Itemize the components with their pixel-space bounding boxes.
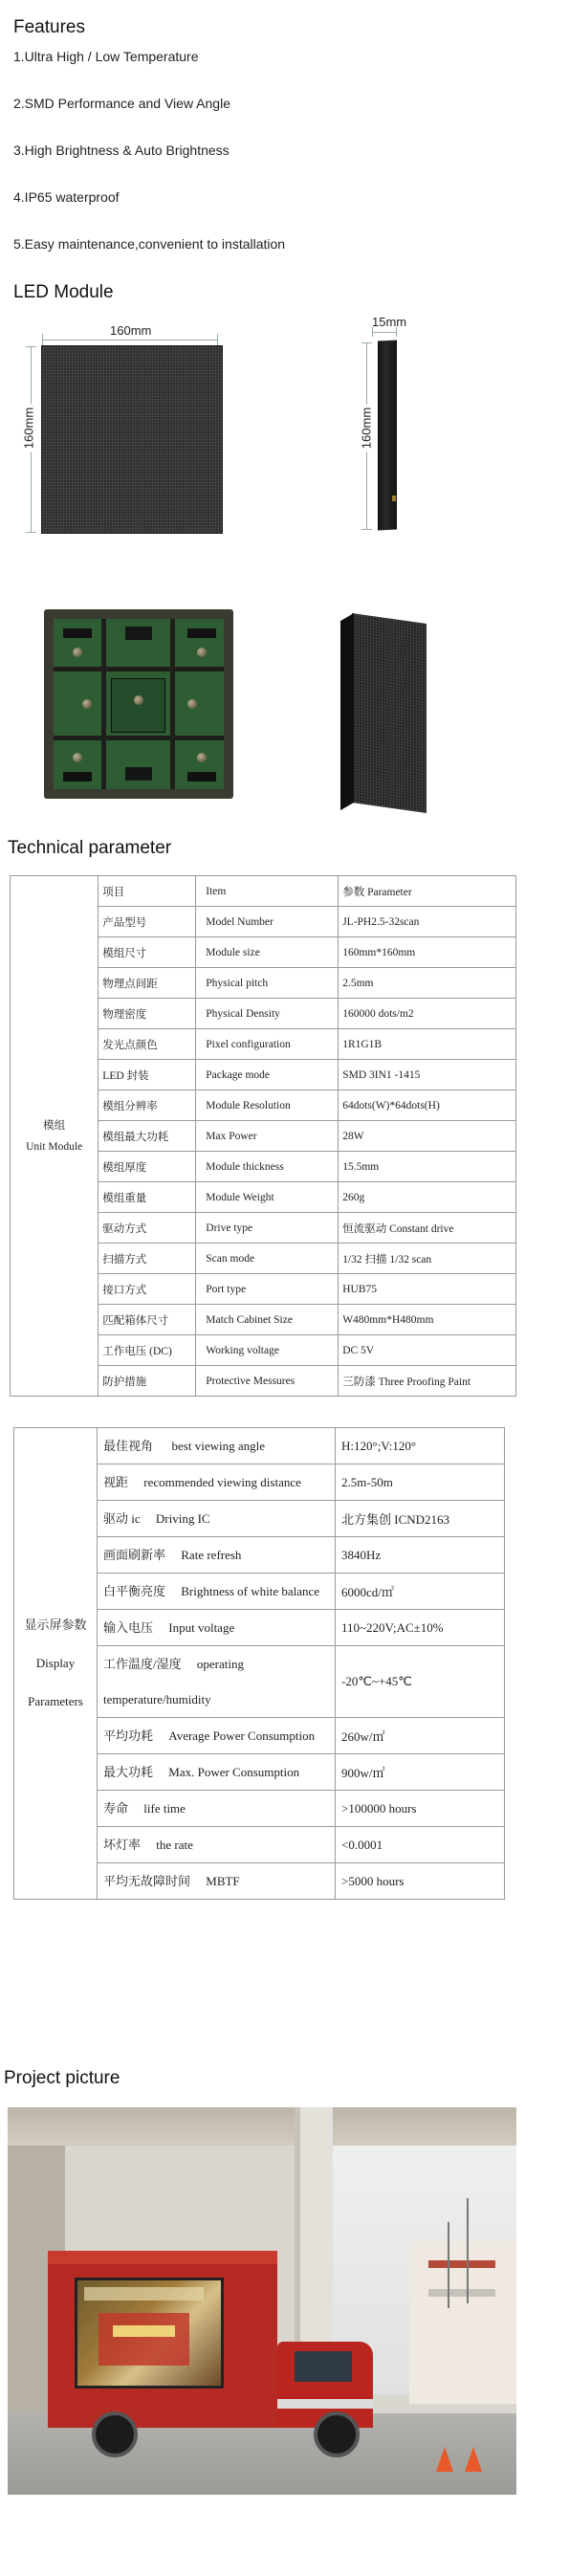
row-cn: 发光点颜色 (98, 1029, 196, 1060)
row-value: 64dots(W)*64dots(H) (339, 1090, 516, 1121)
row-en: Physical pitch (196, 968, 339, 999)
row-value: 160000 dots/m2 (339, 999, 516, 1029)
led-module-front-image (42, 346, 222, 533)
display-row-en: Input voltage (168, 1620, 235, 1635)
row-en: Item (196, 876, 339, 907)
row-value: 15.5mm (339, 1152, 516, 1182)
row-value: 恒流驱动 Constant drive (339, 1213, 516, 1244)
row-value: HUB75 (339, 1274, 516, 1305)
row-cn: 模组最大功耗 (98, 1121, 196, 1152)
display-row-cn: 最大功耗 (103, 1765, 154, 1779)
display-row-cn: 输入电压 (103, 1620, 154, 1635)
row-en: Module Resolution (196, 1090, 339, 1121)
display-row-value: 2.5m-50m (336, 1464, 505, 1501)
row-cn: 接口方式 (98, 1274, 196, 1305)
table-row (11, 876, 516, 907)
width-dimension-tick (217, 334, 218, 345)
display-row-cn: 驱动 ic (103, 1511, 141, 1526)
display-row-label (98, 1863, 336, 1900)
display-row-en: the rate (156, 1838, 193, 1852)
display-row-value: H:120°;V:120° (336, 1428, 505, 1464)
display-parameters-en-1: Display (35, 1656, 76, 1670)
width-dimension-line (42, 340, 218, 341)
height-dimension-tick (26, 532, 36, 533)
row-en: Max Power (196, 1121, 339, 1152)
feature-item-1: 1.Ultra High / Low Temperature (13, 49, 199, 64)
led-module-title: LED Module (13, 282, 114, 302)
display-row-value: 260w/㎡ (336, 1718, 505, 1754)
project-picture-title: Project picture (4, 2068, 120, 2088)
row-cn: LED 封装 (98, 1060, 196, 1090)
row-value: DC 5V (339, 1335, 516, 1366)
display-row-cn: 坏灯率 (103, 1838, 142, 1852)
row-en: Working voltage (196, 1335, 339, 1366)
row-cn: 模组重量 (98, 1182, 196, 1213)
display-row-en: Max. Power Consumption (168, 1765, 300, 1779)
display-row-en: recommended viewing distance (143, 1475, 301, 1489)
table-row (14, 1428, 505, 1464)
project-photo (8, 2107, 516, 2495)
side-height-dimension-tick (361, 342, 372, 343)
unit-module-en: Unit Module (26, 1140, 83, 1153)
display-row-cn: 工作温度/湿度 (103, 1657, 182, 1671)
row-value: SMD 3IN1 -1415 (339, 1060, 516, 1090)
display-row-cn: 白平衡亮度 (103, 1584, 166, 1598)
display-parameters-cn: 显示屏参数 (24, 1618, 87, 1632)
display-parameter-table (13, 1427, 505, 1900)
depth-dimension-line (372, 332, 397, 333)
display-row-en: operating temperature/humidity (103, 1657, 244, 1706)
row-cn: 驱动方式 (98, 1213, 196, 1244)
row-value: 三防漆 Three Proofing Paint (339, 1366, 516, 1397)
row-en: Port type (196, 1274, 339, 1305)
row-value: 2.5mm (339, 968, 516, 999)
row-cn: 模组分辨率 (98, 1090, 196, 1121)
display-row-label (98, 1754, 336, 1791)
row-en: Model Number (196, 907, 339, 937)
display-row-value: -20℃~+45℃ (336, 1646, 505, 1718)
led-module-back-image (44, 609, 233, 799)
display-row-label (98, 1646, 336, 1718)
row-cn: 匹配箱体尺寸 (98, 1305, 196, 1335)
display-row-label (98, 1464, 336, 1501)
row-value: 参数 Parameter (339, 876, 516, 907)
width-dimension-tick (42, 334, 43, 345)
display-row-label (98, 1537, 336, 1574)
display-row-value: >5000 hours (336, 1863, 505, 1900)
row-en: Module thickness (196, 1152, 339, 1182)
display-row-en: Brightness of white balance (181, 1584, 320, 1598)
technical-parameter-table (10, 875, 516, 1397)
display-row-label (98, 1574, 336, 1610)
row-cn: 工作电压 (DC) (98, 1335, 196, 1366)
unit-module-cell (11, 876, 98, 1397)
row-value: 28W (339, 1121, 516, 1152)
display-row-value: 6000cd/㎡ (336, 1574, 505, 1610)
width-label: 160mm (110, 323, 152, 338)
row-cn: 物理密度 (98, 999, 196, 1029)
display-row-label (98, 1791, 336, 1827)
row-value: 160mm*160mm (339, 937, 516, 968)
feature-item-2: 2.SMD Performance and View Angle (13, 96, 230, 111)
features-title: Features (13, 17, 85, 37)
display-row-label (98, 1718, 336, 1754)
row-cn: 项目 (98, 876, 196, 907)
display-row-value: >100000 hours (336, 1791, 505, 1827)
row-cn: 产品型号 (98, 907, 196, 937)
row-cn: 模组尺寸 (98, 937, 196, 968)
row-en: Match Cabinet Size (196, 1305, 339, 1335)
row-cn: 防护措施 (98, 1366, 196, 1397)
display-row-label (98, 1428, 336, 1464)
display-row-cn: 平均无故障时间 (103, 1874, 191, 1888)
led-module-angled-image (339, 609, 430, 805)
display-row-en: Driving IC (155, 1511, 210, 1526)
row-value: W480mm*H480mm (339, 1305, 516, 1335)
display-parameters-cell (14, 1428, 98, 1900)
feature-item-5: 5.Easy maintenance,convenient to installation (13, 236, 286, 252)
display-row-value: 北方集创 ICND2163 (336, 1501, 505, 1537)
side-height-label: 160mm (360, 405, 374, 452)
display-row-value: <0.0001 (336, 1827, 505, 1863)
row-cn: 物理点间距 (98, 968, 196, 999)
display-row-en: best viewing angle (171, 1439, 265, 1453)
height-label: 160mm (22, 405, 36, 452)
technical-parameter-title: Technical parameter (8, 838, 172, 858)
row-value: JL-PH2.5-32scan (339, 907, 516, 937)
row-cn: 扫描方式 (98, 1244, 196, 1274)
row-en: Protective Messures (196, 1366, 339, 1397)
row-en: Physical Density (196, 999, 339, 1029)
row-en: Module Weight (196, 1182, 339, 1213)
row-en: Scan mode (196, 1244, 339, 1274)
side-height-dimension-tick (361, 529, 372, 530)
display-row-cn: 最佳视角 (103, 1439, 154, 1453)
display-row-value: 900w/㎡ (336, 1754, 505, 1791)
row-en: Module size (196, 937, 339, 968)
row-en: Drive type (196, 1213, 339, 1244)
display-row-cn: 画面刷新率 (103, 1548, 166, 1562)
unit-module-cn: 模组 (43, 1119, 66, 1132)
height-dimension-tick (26, 346, 36, 347)
row-cn: 模组厚度 (98, 1152, 196, 1182)
row-value: 260g (339, 1182, 516, 1213)
display-row-label (98, 1501, 336, 1537)
row-en: Pixel configuration (196, 1029, 339, 1060)
display-row-en: Average Power Consumption (168, 1728, 316, 1743)
display-row-cn: 寿命 (103, 1801, 129, 1816)
display-row-en: MBTF (206, 1874, 240, 1888)
display-row-en: life time (143, 1801, 186, 1816)
feature-item-4: 4.IP65 waterproof (13, 189, 120, 205)
led-module-side-image (378, 340, 397, 530)
display-parameters-en-2: Parameters (28, 1694, 83, 1708)
row-value: 1/32 扫描 1/32 scan (339, 1244, 516, 1274)
display-row-en: Rate refresh (181, 1548, 242, 1562)
side-connector (392, 495, 396, 501)
display-row-value: 3840Hz (336, 1537, 505, 1574)
row-value: 1R1G1B (339, 1029, 516, 1060)
display-row-value: 110~220V;AC±10% (336, 1610, 505, 1646)
display-row-cn: 平均功耗 (103, 1728, 154, 1743)
display-row-label (98, 1610, 336, 1646)
display-row-cn: 视距 (103, 1475, 129, 1489)
display-row-label (98, 1827, 336, 1863)
row-en: Package mode (196, 1060, 339, 1090)
depth-label: 15mm (372, 315, 407, 329)
feature-item-3: 3.High Brightness & Auto Brightness (13, 143, 230, 158)
